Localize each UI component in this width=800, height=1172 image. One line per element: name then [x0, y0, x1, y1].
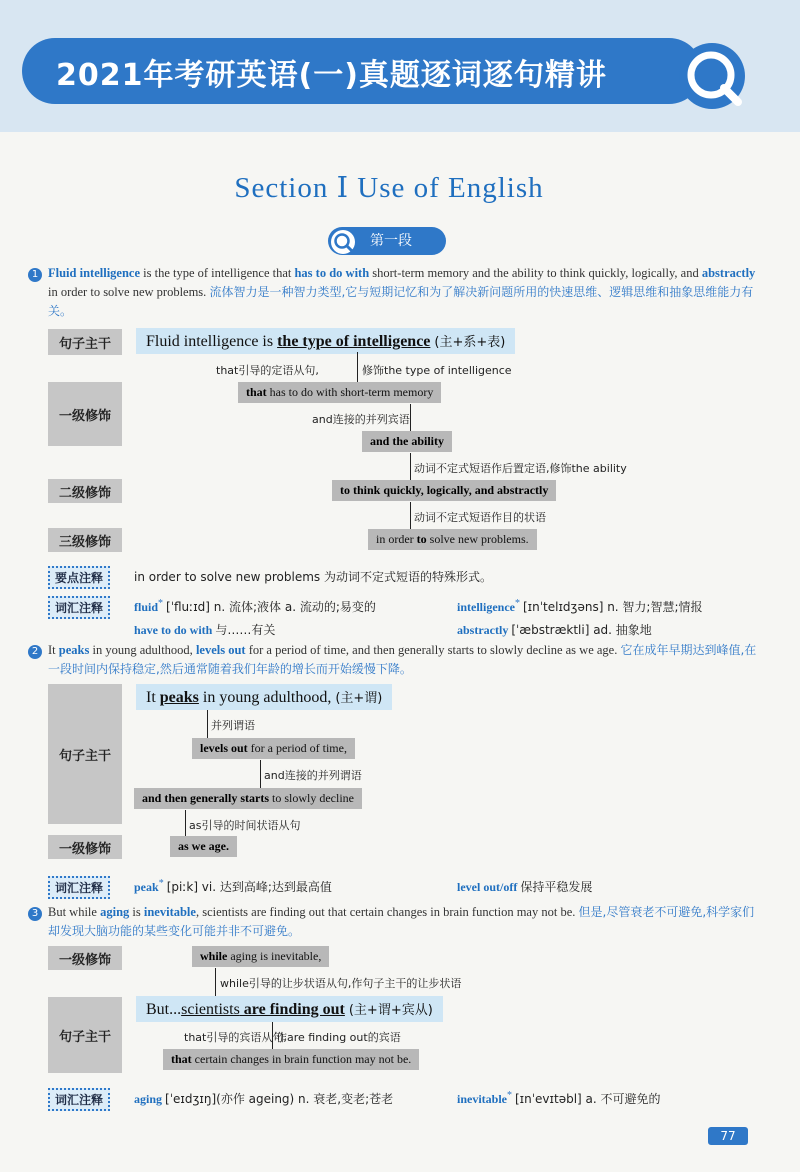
modifier-box: [362, 431, 452, 452]
main-clause-subject: scientists: [181, 1001, 240, 1018]
sentence-1-term: Fluid intelligence: [48, 266, 141, 280]
sentence-1-term: abstractly: [701, 266, 756, 280]
page-number: 77: [708, 1127, 748, 1145]
modifier-box: [192, 946, 329, 967]
modifier-keyword: that: [246, 385, 267, 399]
sentence-2-fragment: in young adulthood,: [89, 643, 196, 657]
modifier-box: [134, 788, 362, 809]
vocab-word: have to do with: [134, 623, 213, 637]
modifier-text: certain changes in brain function may not be.: [191, 1052, 412, 1066]
vocab-word: fluid: [134, 600, 159, 614]
modifier-box: [192, 738, 355, 759]
vocab-definition: 与……有关: [215, 623, 276, 637]
label-level-2: 二级修饰: [48, 479, 122, 503]
annotation-text: and连接的并列宾语: [312, 413, 410, 426]
main-clause-box: [136, 684, 392, 710]
main-clause-text: in young adulthood,: [198, 689, 332, 706]
modifier-keyword: starts: [240, 791, 270, 805]
label-level-1: 一级修饰: [48, 835, 122, 859]
vocab-definition: [piːk] vi. 达到高峰;达到最高值: [166, 880, 332, 894]
vocab-star: *: [158, 598, 164, 609]
vocab-entry: [457, 621, 652, 638]
vocab-entry: [134, 1090, 393, 1107]
sentence-1-translation: 流体智力是一种智力类型,它与短期记忆和为了解决新问题所用的快速思维、逻辑思维和抽象思维能力有关。: [48, 285, 754, 318]
annotation-text: 并列谓语: [211, 719, 255, 732]
vocab-entry: [134, 598, 376, 615]
vocab-star: *: [514, 598, 520, 609]
connector-line: [410, 404, 411, 432]
annotation-text: and连接的并列谓语: [264, 769, 362, 782]
sentence-number: 2: [28, 645, 42, 659]
annotation-text: that引导的定语从句,: [216, 364, 319, 377]
vocab-word: abstractly: [457, 623, 509, 637]
vocab-star: *: [158, 878, 164, 889]
vocab-word: peak: [134, 880, 159, 894]
sentence-3-term: inevitable: [143, 905, 196, 919]
annotation-text: while引导的让步状语从句,作句子主干的让步状语: [220, 977, 462, 990]
sentence-1-fragment: is the type of intelligence that: [140, 266, 295, 280]
page-title: 2021年考研英语(一)真题逐词逐句精讲: [56, 58, 607, 93]
annotation-text: 动词不定式短语作目的状语: [414, 511, 546, 524]
main-clause-box: [136, 328, 515, 354]
vocab-word: aging: [134, 1092, 163, 1106]
modifier-text: as we age.: [178, 839, 229, 853]
modifier-text: aging is inevitable,: [227, 949, 322, 963]
sentence-3-fragment: But while: [48, 905, 101, 919]
sentence-3-term: aging: [100, 905, 130, 919]
vocab-tag: 词汇注释: [48, 596, 110, 619]
sentence-3-translation: 但是,尽管衰老不可避免,科学家们却发现大脑功能的某些变化可能并非不可避免。: [48, 905, 755, 938]
sentence-3-text: [48, 903, 760, 941]
annotation-text: 动词不定式短语作后置定语,修饰the ability: [414, 462, 627, 475]
modifier-text: in order: [376, 532, 417, 546]
label-level-1: 一级修饰: [48, 382, 122, 446]
vocab-definition: [ˈeɪdʒɪŋ](亦作 ageing) n. 衰老,变老;苍老: [165, 1092, 394, 1106]
annotation-text: 作are finding out的宾语: [276, 1031, 401, 1044]
modifier-text: solve new problems.: [426, 532, 529, 546]
section-title: Section Ⅰ Use of English: [234, 172, 544, 204]
main-clause-tag: (主+系+表): [434, 335, 506, 350]
modifier-box: [163, 1049, 419, 1070]
sentence-1-term: has to do with: [294, 266, 370, 280]
main-clause-text: Fluid intelligence is: [146, 333, 278, 350]
modifier-box: [368, 529, 537, 550]
modifier-text: for a period of time,: [247, 741, 347, 755]
sentence-1-fragment: short-term memory and the ability to think quickly, logically, and: [369, 266, 702, 280]
paragraph-pill-label: 第一段: [370, 233, 412, 249]
annotation: [216, 362, 319, 378]
annotation-text: as引导的时间状语从句: [189, 819, 301, 832]
sentence-2-translation: 它在成年早期达到峰值,在一段时间内保持稳定,然后通常随着我们年龄的增长而开始缓慢下降。: [48, 643, 757, 676]
sentence-3-fragment: is: [129, 905, 144, 919]
modifier-text: to think quickly, logically, and abstractly: [340, 483, 549, 497]
annotation: [264, 767, 362, 783]
sentence-number: 3: [28, 907, 42, 921]
sentence-3-fragment: , scientists are finding out that certain changes in brain function may not be.: [195, 905, 579, 919]
modifier-box: [170, 836, 237, 857]
vocab-entry: [134, 878, 332, 895]
vocab-word: intelligence: [457, 600, 515, 614]
annotation: [189, 817, 300, 833]
key-note-text: [134, 568, 492, 585]
vocab-entry: [134, 621, 275, 638]
annotation: [414, 460, 627, 476]
connector-line: [215, 968, 216, 996]
vocab-tag: 词汇注释: [48, 876, 110, 899]
vocab-entry: [457, 598, 703, 615]
sentence-2-term: levels out: [195, 643, 246, 657]
modifier-text: has to do with short-term memory: [266, 385, 434, 399]
modifier-keyword: levels out: [200, 741, 248, 755]
vocab-tag: 词汇注释: [48, 1088, 110, 1111]
label-level-1: 一级修饰: [48, 946, 122, 970]
connector-line: [260, 760, 261, 788]
magnifier-icon: [330, 229, 356, 255]
annotation: [312, 411, 410, 427]
connector-line: [410, 453, 411, 481]
vocab-star: *: [507, 1090, 512, 1101]
vocab-definition: [ˈfluːɪd] n. 流体;液体 a. 流动的;易变的: [166, 600, 376, 614]
main-clause-tag: (主+谓+宾从): [348, 1003, 433, 1018]
label-main-clause: 句子主干: [48, 329, 122, 355]
vocab-word: inevitable: [457, 1092, 507, 1106]
main-clause-predicate: the type of intelligence: [277, 333, 431, 350]
vocab-definition: [ɪnˈevɪtəbl] a. 不可避免的: [515, 1092, 661, 1106]
label-main-clause: 句子主干: [48, 684, 122, 824]
vocab-word: level out/off: [457, 880, 518, 894]
vocab-entry: [457, 878, 592, 895]
annotation: [362, 362, 512, 378]
sentence-1-text: [48, 264, 760, 321]
connector-line: [357, 352, 358, 382]
annotation: [220, 975, 461, 991]
main-clause-text: But...: [146, 1001, 182, 1018]
modifier-text: and then generally: [142, 791, 241, 805]
main-clause-tag: (主+谓): [335, 691, 383, 706]
vocab-definition: 保持平稳发展: [520, 880, 593, 894]
sentence-2-fragment: for a period of time, and then generally starts to slowly decline as we age.: [245, 643, 621, 657]
vocab-definition: [ɪnˈtelɪdʒəns] n. 智力;智慧;情报: [522, 600, 703, 614]
key-note-tag: 要点注释: [48, 566, 110, 589]
modifier-box: [238, 382, 441, 403]
modifier-keyword: while: [200, 949, 228, 963]
label-level-3: 三级修饰: [48, 528, 122, 552]
magnifier-icon: [676, 40, 748, 112]
connector-line: [185, 810, 186, 838]
sentence-2-fragment: It: [48, 643, 59, 657]
sentence-number: 1: [28, 268, 42, 282]
sentence-2-term: peaks: [58, 643, 90, 657]
vocab-entry: [457, 1090, 661, 1107]
main-clause-predicate: are finding out: [239, 1001, 345, 1018]
modifier-text: to slowly decline: [269, 791, 354, 805]
sentence-1-fragment: in order to solve new problems.: [48, 285, 210, 299]
annotation-text: that引导的宾语从句,: [184, 1031, 287, 1044]
annotation: [211, 717, 255, 733]
annotation-text: 修饰the type of intelligence: [362, 364, 512, 377]
modifier-text: and the ability: [370, 434, 445, 448]
annotation: [184, 1029, 287, 1045]
sentence-2-text: [48, 641, 760, 679]
annotation: [414, 509, 546, 525]
modifier-keyword: that: [171, 1052, 192, 1066]
annotation: [276, 1029, 401, 1045]
label-main-clause: 句子主干: [48, 997, 122, 1073]
connector-line: [410, 502, 411, 530]
main-clause-text: It: [146, 689, 160, 706]
key-note-content: in order to solve new problems 为动词不定式短语的特殊形式。: [134, 570, 492, 584]
vocab-definition: [ˈæbstræktli] ad. 抽象地: [511, 623, 652, 637]
connector-line: [207, 710, 208, 738]
modifier-box: [332, 480, 556, 501]
main-clause-predicate: peaks: [159, 689, 199, 706]
header-band: [0, 0, 800, 132]
main-clause-box: [136, 996, 443, 1022]
modifier-keyword: to: [416, 532, 427, 546]
